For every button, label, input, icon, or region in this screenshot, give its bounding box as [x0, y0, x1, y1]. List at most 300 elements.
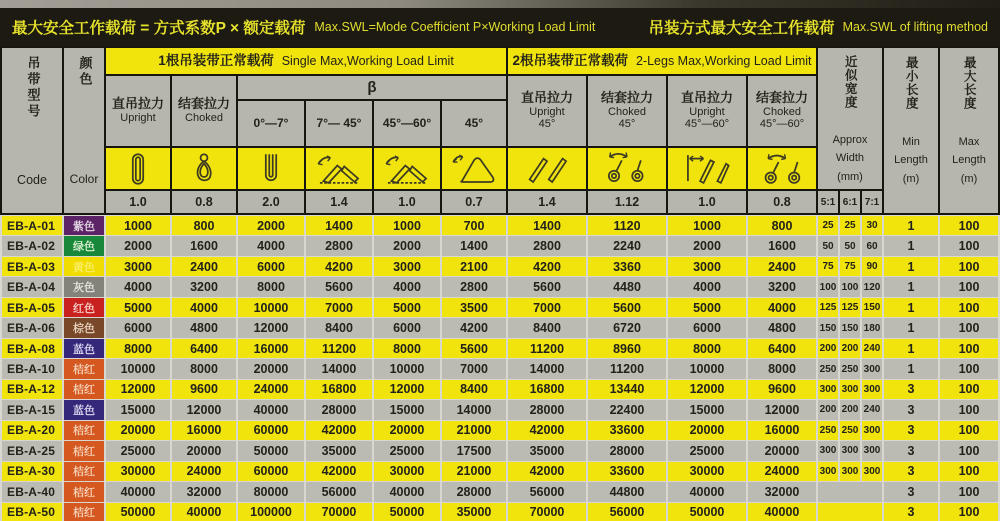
- value-cell: 4000: [106, 277, 170, 296]
- table-row: [0, 503, 1000, 521]
- value-cell: 6000: [668, 318, 746, 337]
- color-badge: 桔红: [64, 482, 104, 501]
- factor-beta-1: 2.0: [238, 191, 304, 213]
- value-cell: 100000: [238, 503, 304, 521]
- width-cell: 300: [862, 441, 882, 460]
- width-en2: Width: [835, 152, 865, 165]
- value-cell: 12000: [668, 380, 746, 399]
- value-cell: 7000: [508, 298, 586, 317]
- value-cell: 9600: [172, 380, 236, 399]
- color-cell: [64, 380, 104, 399]
- two-leg-upright-45-60-icon: [668, 148, 746, 189]
- value-cell: 4800: [748, 318, 816, 337]
- value-cell: 4480: [588, 277, 666, 296]
- width-unit: (mm): [837, 170, 863, 183]
- value-cell: 16000: [172, 421, 236, 440]
- lifting-method-cn: 吊装方式最大安全工作载荷: [648, 20, 835, 37]
- basket-45-60-icon: [374, 148, 440, 189]
- table-row: [0, 277, 1000, 296]
- color-cell: [64, 318, 104, 337]
- min-length-cell: 1: [884, 339, 938, 358]
- value-cell: 16000: [238, 339, 304, 358]
- value-cell: 40000: [668, 482, 746, 501]
- color-cell: [64, 421, 104, 440]
- code-header-cn: 吊带型号: [25, 56, 41, 120]
- width-cell: 100: [840, 277, 860, 296]
- width-cell: [818, 482, 882, 501]
- value-cell: 3000: [374, 257, 440, 276]
- width-cell: 250: [840, 421, 860, 440]
- value-cell: 10000: [238, 298, 304, 317]
- value-cell: 6000: [238, 257, 304, 276]
- value-cell: 2800: [442, 277, 506, 296]
- beta-angle-2: 7°— 45°: [306, 101, 372, 146]
- value-cell: 12000: [172, 400, 236, 419]
- two-legs-band: [508, 48, 816, 74]
- col-header-legs-choked-45: [588, 76, 666, 146]
- value-cell: 35000: [306, 441, 372, 460]
- width-cell: 200: [840, 339, 860, 358]
- value-cell: 4200: [508, 257, 586, 276]
- value-cell: 25000: [106, 441, 170, 460]
- table-body: [0, 215, 1000, 521]
- value-cell: 42000: [306, 421, 372, 440]
- value-cell: 25000: [668, 441, 746, 460]
- two-leg-upright-45-icon: [508, 148, 586, 189]
- legs4-angle: 45°—60°: [759, 118, 805, 131]
- color-badge: 桔红: [64, 441, 104, 460]
- two-legs-band-cn: 2根吊装带正常载荷: [512, 53, 628, 69]
- color-cell: [64, 400, 104, 419]
- value-cell: 10000: [106, 359, 170, 378]
- basket-45-icon: [442, 148, 506, 189]
- upright-sling-icon: [106, 148, 170, 189]
- code-header-en: Code: [17, 172, 47, 187]
- upright-en: Upright: [120, 112, 156, 125]
- code-cell: EB-A-03: [2, 257, 62, 276]
- color-cell: [64, 277, 104, 296]
- value-cell: 28000: [508, 400, 586, 419]
- value-cell: 2400: [748, 257, 816, 276]
- max-length-cell: 100: [940, 400, 998, 419]
- width-cell: 125: [840, 298, 860, 317]
- upright-cn: 直吊拉力: [111, 96, 164, 112]
- color-badge: 蓝色: [64, 339, 104, 358]
- value-cell: 2400: [172, 257, 236, 276]
- value-cell: 5600: [508, 277, 586, 296]
- min-length-cell: 1: [884, 359, 938, 378]
- width-cell: 25: [818, 216, 838, 235]
- color-cell: [64, 462, 104, 481]
- color-cell: [64, 216, 104, 235]
- table-row: [0, 462, 1000, 481]
- value-cell: 1000: [668, 216, 746, 235]
- width-header-cn: 近似宽度: [843, 55, 858, 109]
- table-row: [0, 380, 1000, 399]
- color-badge: 桔红: [64, 380, 104, 399]
- value-cell: 14000: [508, 359, 586, 378]
- value-cell: 700: [442, 216, 506, 235]
- value-cell: 4000: [748, 298, 816, 317]
- factor-legs-3: 1.0: [668, 191, 746, 213]
- table-row: [0, 318, 1000, 337]
- value-cell: 20000: [172, 441, 236, 460]
- color-cell: [64, 298, 104, 317]
- width-cell: 50: [818, 236, 838, 255]
- col-header-legs-upright-45-60: [668, 76, 746, 146]
- value-cell: 35000: [442, 503, 506, 521]
- width-cell: 300: [818, 380, 838, 399]
- value-cell: 1000: [106, 216, 170, 235]
- value-cell: 50000: [668, 503, 746, 521]
- value-cell: 35000: [508, 441, 586, 460]
- value-cell: 12000: [106, 380, 170, 399]
- max-length-cell: 100: [940, 380, 998, 399]
- value-cell: 4000: [668, 277, 746, 296]
- width-cell: 180: [862, 318, 882, 337]
- value-cell: 8400: [306, 318, 372, 337]
- width-cell: 30: [862, 216, 882, 235]
- value-cell: 7000: [306, 298, 372, 317]
- color-header-en: Color: [69, 172, 99, 187]
- value-cell: 25000: [374, 441, 440, 460]
- two-leg-choked-45-icon: [588, 148, 666, 189]
- max-en1: Max: [958, 135, 980, 148]
- choked-sling-icon: [172, 148, 236, 189]
- min-length-cell: 1: [884, 318, 938, 337]
- value-cell: 2100: [442, 257, 506, 276]
- value-cell: 8000: [172, 359, 236, 378]
- code-cell: EB-A-10: [2, 359, 62, 378]
- value-cell: 30000: [374, 462, 440, 481]
- value-cell: 20000: [106, 421, 170, 440]
- choked-en: Choked: [185, 112, 223, 125]
- width-cell: 75: [840, 257, 860, 276]
- width-cell: 200: [818, 400, 838, 419]
- min-en1: Min: [902, 135, 920, 148]
- value-cell: 16800: [306, 380, 372, 399]
- value-cell: 800: [172, 216, 236, 235]
- value-cell: 40000: [748, 503, 816, 521]
- max-length-cell: 100: [940, 359, 998, 378]
- factor-legs-4: 0.8: [748, 191, 816, 213]
- color-badge: 蓝色: [64, 400, 104, 419]
- beta-angle-4: 45°: [442, 101, 506, 146]
- code-cell: EB-A-05: [2, 298, 62, 317]
- value-cell: 8400: [442, 380, 506, 399]
- value-cell: 8400: [508, 318, 586, 337]
- code-cell: EB-A-01: [2, 216, 62, 235]
- col-header-legs-upright-45: [508, 76, 586, 146]
- code-cell: EB-A-06: [2, 318, 62, 337]
- table-row: [0, 400, 1000, 419]
- legs4-cn: 结套拉力: [755, 89, 808, 105]
- max-length-cell: 100: [940, 503, 998, 521]
- min-length-cell: 3: [884, 441, 938, 460]
- max-length-cell: 100: [940, 277, 998, 296]
- value-cell: 50000: [238, 441, 304, 460]
- color-badge: 绿色: [64, 236, 104, 255]
- value-cell: 40000: [172, 503, 236, 521]
- max-length-cell: 100: [940, 257, 998, 276]
- min-length-cell: 1: [884, 216, 938, 235]
- max-length-cell: 100: [940, 318, 998, 337]
- value-cell: 5000: [106, 298, 170, 317]
- value-cell: 12000: [374, 380, 440, 399]
- value-cell: 44800: [588, 482, 666, 501]
- width-cell: 75: [818, 257, 838, 276]
- value-cell: 2000: [374, 236, 440, 255]
- width-cell: 60: [862, 236, 882, 255]
- min-length-cell: 3: [884, 400, 938, 419]
- value-cell: 5600: [588, 298, 666, 317]
- value-cell: 20000: [374, 421, 440, 440]
- width-cell: 240: [862, 339, 882, 358]
- table-row: [0, 441, 1000, 460]
- value-cell: 28000: [588, 441, 666, 460]
- value-cell: 6400: [748, 339, 816, 358]
- value-cell: 16800: [508, 380, 586, 399]
- color-badge: 灰色: [64, 277, 104, 296]
- width-cell: 300: [818, 462, 838, 481]
- value-cell: 70000: [306, 503, 372, 521]
- color-badge: 桔红: [64, 359, 104, 378]
- value-cell: 2000: [106, 236, 170, 255]
- width-cell: 90: [862, 257, 882, 276]
- width-cell: 300: [840, 380, 860, 399]
- color-header-cn: 颜色: [77, 56, 93, 88]
- value-cell: 20000: [748, 441, 816, 460]
- value-cell: 42000: [508, 421, 586, 440]
- code-cell: EB-A-15: [2, 400, 62, 419]
- value-cell: 10000: [374, 359, 440, 378]
- min-length-cell: 3: [884, 482, 938, 501]
- col-header-approx-width: [818, 48, 882, 189]
- value-cell: 2240: [588, 236, 666, 255]
- value-cell: 11200: [588, 359, 666, 378]
- value-cell: 28000: [306, 400, 372, 419]
- value-cell: 11200: [306, 339, 372, 358]
- table-row: [0, 257, 1000, 276]
- factor-upright: 1.0: [106, 191, 170, 213]
- basket-7-45-icon: [306, 148, 372, 189]
- value-cell: 22400: [588, 400, 666, 419]
- value-cell: 3200: [748, 277, 816, 296]
- single-leg-band: [106, 48, 506, 74]
- value-cell: 50000: [374, 503, 440, 521]
- color-badge: 桔红: [64, 503, 104, 521]
- width-cell: 250: [818, 421, 838, 440]
- lifting-method-en: Max.SWL of lifting method: [842, 20, 988, 34]
- value-cell: 50000: [106, 503, 170, 521]
- color-badge: 红色: [64, 298, 104, 317]
- value-cell: 14000: [306, 359, 372, 378]
- table-row: [0, 298, 1000, 317]
- value-cell: 21000: [442, 462, 506, 481]
- value-cell: 1400: [508, 216, 586, 235]
- code-cell: EB-A-40: [2, 482, 62, 501]
- value-cell: 1120: [588, 216, 666, 235]
- value-cell: 5600: [442, 339, 506, 358]
- factor-legs-1: 1.4: [508, 191, 586, 213]
- width-cell: 300: [862, 462, 882, 481]
- legs2-cn: 结套拉力: [600, 89, 653, 105]
- min-length-cell: 1: [884, 298, 938, 317]
- width-cell: 300: [862, 359, 882, 378]
- table-row: [0, 339, 1000, 358]
- col-header-upright-single: [106, 76, 170, 146]
- table-row: [0, 482, 1000, 501]
- value-cell: 56000: [508, 482, 586, 501]
- value-cell: 32000: [748, 482, 816, 501]
- value-cell: 56000: [306, 482, 372, 501]
- value-cell: 4800: [172, 318, 236, 337]
- value-cell: 6720: [588, 318, 666, 337]
- value-cell: 15000: [106, 400, 170, 419]
- value-cell: 24000: [238, 380, 304, 399]
- value-cell: 12000: [748, 400, 816, 419]
- table-row: [0, 216, 1000, 235]
- col-header-legs-choked-45-60: [748, 76, 816, 146]
- max-en2: Length: [952, 154, 986, 167]
- legs3-en: Upright: [689, 105, 725, 118]
- min-length-cell: 1: [884, 257, 938, 276]
- min-length-cell: 3: [884, 380, 938, 399]
- col-header-color: [64, 48, 104, 213]
- width-cell: 240: [862, 400, 882, 419]
- value-cell: 6400: [172, 339, 236, 358]
- width-cell: 300: [862, 421, 882, 440]
- value-cell: 24000: [748, 462, 816, 481]
- code-cell: EB-A-30: [2, 462, 62, 481]
- width-cell: 250: [840, 359, 860, 378]
- value-cell: 56000: [588, 503, 666, 521]
- value-cell: 40000: [238, 400, 304, 419]
- value-cell: 4000: [172, 298, 236, 317]
- value-cell: 3500: [442, 298, 506, 317]
- code-cell: EB-A-02: [2, 236, 62, 255]
- table-row: [0, 236, 1000, 255]
- factor-beta-3: 1.0: [374, 191, 440, 213]
- value-cell: 42000: [306, 462, 372, 481]
- color-cell: [64, 236, 104, 255]
- value-cell: 60000: [238, 421, 304, 440]
- value-cell: 4000: [238, 236, 304, 255]
- width-cell: 200: [818, 339, 838, 358]
- value-cell: 11200: [508, 339, 586, 358]
- code-cell: EB-A-08: [2, 339, 62, 358]
- value-cell: 3200: [172, 277, 236, 296]
- width-cell: 300: [840, 462, 860, 481]
- code-cell: EB-A-25: [2, 441, 62, 460]
- single-leg-band-cn: 1根吊装带正常载荷: [158, 53, 274, 69]
- value-cell: 80000: [238, 482, 304, 501]
- legs1-cn: 直吊拉力: [520, 89, 573, 105]
- banner-right: [649, 16, 988, 38]
- color-cell: [64, 482, 104, 501]
- value-cell: 30000: [668, 462, 746, 481]
- color-cell: [64, 503, 104, 521]
- value-cell: 8000: [668, 339, 746, 358]
- value-cell: 8000: [374, 339, 440, 358]
- color-badge: 紫色: [64, 216, 104, 235]
- value-cell: 4200: [306, 257, 372, 276]
- color-badge: 棕色: [64, 318, 104, 337]
- min-length-cell: 1: [884, 236, 938, 255]
- value-cell: 30000: [106, 462, 170, 481]
- value-cell: 8000: [748, 359, 816, 378]
- max-header-en: [952, 132, 986, 187]
- basket-0-7-icon: [238, 148, 304, 189]
- width-cell: 125: [818, 298, 838, 317]
- value-cell: 15000: [668, 400, 746, 419]
- beta-angle-1: 0°—7°: [238, 101, 304, 146]
- value-cell: 20000: [668, 421, 746, 440]
- col-header-max-length: [940, 48, 998, 213]
- value-cell: 60000: [238, 462, 304, 481]
- value-cell: 17500: [442, 441, 506, 460]
- value-cell: 2000: [668, 236, 746, 255]
- color-cell: [64, 339, 104, 358]
- min-length-cell: 1: [884, 277, 938, 296]
- width-header-en: [833, 130, 868, 185]
- value-cell: 6000: [106, 318, 170, 337]
- max-length-cell: 100: [940, 298, 998, 317]
- formula-en: Max.SWL=Mode Coefficient P×Working Load Limit: [314, 20, 596, 34]
- single-leg-band-en: Single Max,Working Load Limit: [281, 53, 454, 68]
- width-cell: 200: [840, 400, 860, 419]
- min-header-en: [894, 132, 928, 187]
- min-length-cell: 3: [884, 421, 938, 440]
- table-row: [0, 359, 1000, 378]
- width-cell: 50: [840, 236, 860, 255]
- min-length-cell: 3: [884, 462, 938, 481]
- width-cell: 250: [818, 359, 838, 378]
- width-cell: 120: [862, 277, 882, 296]
- value-cell: 1400: [442, 236, 506, 255]
- value-cell: 8960: [588, 339, 666, 358]
- choked-cn: 结套拉力: [177, 96, 230, 112]
- max-length-cell: 100: [940, 216, 998, 235]
- formula-banner: [0, 8, 1000, 46]
- code-cell: EB-A-12: [2, 380, 62, 399]
- width-cell: 300: [840, 441, 860, 460]
- value-cell: 1600: [748, 236, 816, 255]
- max-length-cell: 100: [940, 482, 998, 501]
- formula-cn: 最大安全工作载荷 = 方式系数P × 额定载荷: [12, 20, 306, 37]
- width-ratio-7-1: 7:1: [862, 191, 882, 213]
- value-cell: 24000: [172, 462, 236, 481]
- value-cell: 3360: [588, 257, 666, 276]
- value-cell: 3000: [106, 257, 170, 276]
- value-cell: 2800: [306, 236, 372, 255]
- value-cell: 21000: [442, 421, 506, 440]
- color-cell: [64, 441, 104, 460]
- width-cell: 100: [818, 277, 838, 296]
- value-cell: 40000: [374, 482, 440, 501]
- value-cell: 5600: [306, 277, 372, 296]
- beta-angle-3: 45°—60°: [374, 101, 440, 146]
- table-row: [0, 421, 1000, 440]
- value-cell: 10000: [668, 359, 746, 378]
- scan-edge: [0, 0, 1000, 8]
- col-header-choked-single: [172, 76, 236, 146]
- factor-choked: 0.8: [172, 191, 236, 213]
- value-cell: 800: [748, 216, 816, 235]
- color-badge: 桔红: [64, 462, 104, 481]
- two-legs-band-en: 2-Legs Max,Working Load Limit: [635, 53, 812, 68]
- value-cell: 4000: [374, 277, 440, 296]
